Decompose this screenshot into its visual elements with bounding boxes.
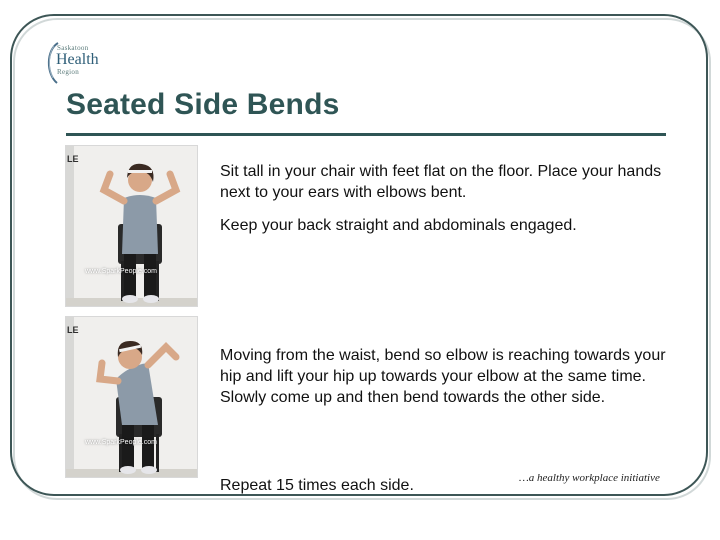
woman-seated-side-bend-illustration (66, 317, 197, 477)
woman-seated-upright-illustration (66, 146, 197, 306)
workplace-initiative-tagline: …a healthy workplace initiative (519, 472, 660, 484)
photo-caption: www.SparkPeople.com (85, 268, 157, 275)
instruction-repetitions: Repeat 15 times each side. (220, 477, 414, 494)
saskatoon-health-region-logo (44, 40, 104, 86)
exercise-photo-start (65, 145, 198, 307)
photo-corner-tag: LE (67, 154, 79, 164)
photo-corner-tag: LE (67, 325, 79, 335)
title-underline (66, 133, 666, 136)
slide-title: Seated Side Bends (66, 88, 340, 121)
exercise-photo-bend (65, 316, 198, 478)
logo-line-top: Saskatoon (57, 44, 89, 52)
photo-caption: www.SparkPeople.com (85, 439, 157, 446)
instruction-movement: Moving from the waist, bend so elbow is reaching towards your hip and lift your hip up towards your elbow at the same time. Slowly come up and then bend towards the other side. (220, 347, 666, 406)
instruction-start-position: Sit tall in your chair with feet flat on the floor. Place your hands next to your ears with elbows bent. (220, 163, 662, 201)
logo-line-bottom: Region (57, 68, 80, 76)
logo-line-main: Health (56, 51, 99, 68)
instruction-posture: Keep your back straight and abdominals engaged. (220, 217, 577, 234)
